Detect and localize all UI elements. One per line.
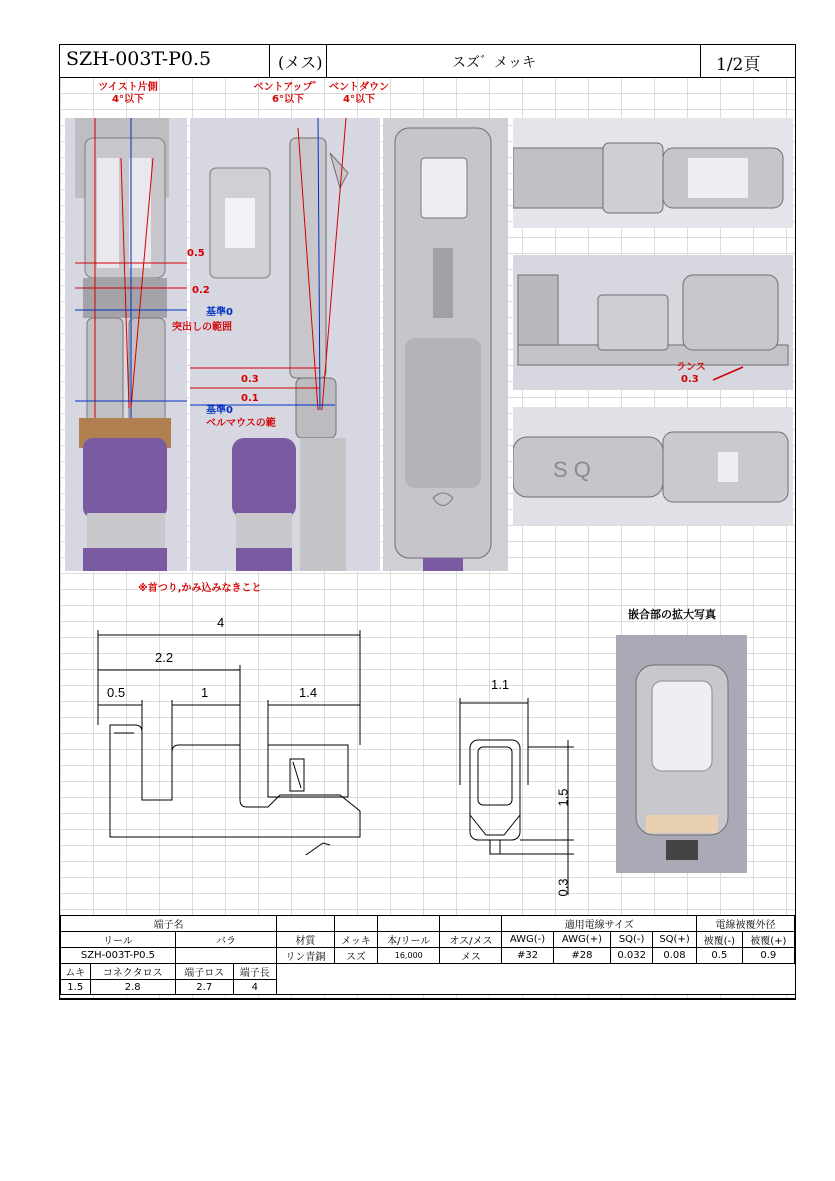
photo-horizontal-top (513, 118, 793, 228)
dim-1-1: 1.1 (491, 677, 510, 692)
mating-photo (616, 635, 747, 873)
awg-min-header: AWG(-) (502, 932, 553, 948)
awg-max-header: AWG(+) (553, 932, 611, 948)
dim-1: 1 (201, 685, 209, 700)
dim-0-3: 0.3 (555, 878, 571, 897)
no-neck-note: ※首つり,かみ込みなきこと (138, 583, 262, 594)
bellmouth-range: ベルマウスの範 (206, 418, 276, 429)
page-number: 1/2頁 (716, 55, 761, 75)
per-reel-header: 本/リール (378, 932, 440, 948)
spec-values-row (61, 948, 795, 964)
term-len-header: 端子長 (233, 964, 277, 980)
plating-header: メッキ (334, 932, 378, 948)
dim-01-label: 0.1 (241, 393, 259, 404)
end-drawing (450, 665, 580, 895)
drawing-sheet (59, 44, 796, 1000)
ref0-bottom: 基準0 (206, 405, 233, 416)
bottom-rule-2 (59, 998, 796, 999)
lance-dim: 0.3 (681, 374, 699, 385)
plating-value: スズ (334, 948, 378, 964)
svg-text:S Q: S Q (553, 457, 591, 482)
awg-max-value: #28 (553, 948, 611, 964)
term-cross-header: 端子ロス (175, 964, 233, 980)
dim-03-label: 0.3 (241, 374, 259, 385)
protrusion-range: 突出しの範囲 (172, 322, 232, 333)
gender-header: オス/メス (440, 932, 502, 948)
bend-down-note: ベントダウン 4°以下 (329, 82, 389, 105)
photo-top-view (65, 118, 187, 571)
plating-label: スズ゛メッキ (452, 55, 536, 71)
strip-header: ムキ (61, 964, 91, 980)
terminal-name-header: 端子名 (61, 916, 277, 932)
ref0-top: 基準0 (206, 307, 233, 318)
sq-min-value: 0.032 (611, 948, 653, 964)
sq-max-header: SQ(+) (652, 932, 696, 948)
dim-05-label: 0.5 (187, 248, 205, 259)
ins-min-header: 被覆(-) (697, 932, 743, 948)
header-bar (60, 45, 795, 78)
insulation-header: 電線被覆外径 (697, 916, 795, 932)
dim-1-4: 1.4 (299, 685, 318, 700)
conn-cross-header: コネクタロス (90, 964, 175, 980)
material-value: リン青銅 (277, 948, 335, 964)
twist-note: ツイスト片側 4°以下 (98, 82, 158, 105)
reel-header: リール (61, 932, 176, 948)
bend-up-note: ベントアップ゛ 6°以下 (253, 82, 323, 105)
dim-2-2: 2.2 (155, 650, 174, 665)
spec-lower-values-row (61, 980, 795, 995)
wire-size-header: 適用電線サイズ (502, 916, 697, 932)
gender-label: (メス) (278, 53, 323, 72)
spec-header-row-1 (61, 916, 795, 932)
ins-min-value: 0.5 (697, 948, 743, 964)
side-drawing (90, 625, 390, 855)
sq-max-value: 0.08 (652, 948, 696, 964)
photo-bottom-view (383, 118, 508, 571)
sq-min-header: SQ(-) (611, 932, 653, 948)
ins-max-header: 被覆(+) (742, 932, 794, 948)
spec-lower-header-row (61, 964, 795, 980)
lance-label: ランス (676, 362, 706, 373)
strip-value: 1.5 (61, 980, 91, 995)
loose-header: バラ (175, 932, 276, 948)
part-number: SZH-003T-P0.5 (66, 48, 212, 70)
dim-1-5: 1.5 (555, 788, 571, 807)
dim-4: 4 (217, 615, 225, 630)
per-reel-value: 16,000 (378, 948, 440, 964)
photo-horizontal-bottom (513, 407, 793, 525)
spec-header-row-2 (61, 932, 795, 948)
awg-min-value: #32 (502, 948, 553, 964)
bottom-rule-1 (59, 994, 796, 995)
gender-value: メス (440, 948, 502, 964)
term-len-value: 4 (233, 980, 277, 995)
term-cross-value: 2.7 (175, 980, 233, 995)
part-value: SZH-003T-P0.5 (61, 948, 176, 964)
dim-02-label: 0.2 (192, 285, 210, 296)
mating-photo-title: 嵌合部の拡大写真 (628, 608, 716, 621)
material-header: 材質 (277, 932, 335, 948)
spec-table (60, 915, 795, 995)
dim-0-5: 0.5 (107, 685, 126, 700)
photo-side-view (190, 118, 380, 571)
conn-cross-value: 2.8 (90, 980, 175, 995)
photo-horizontal-side (513, 255, 793, 390)
ins-max-value: 0.9 (742, 948, 794, 964)
